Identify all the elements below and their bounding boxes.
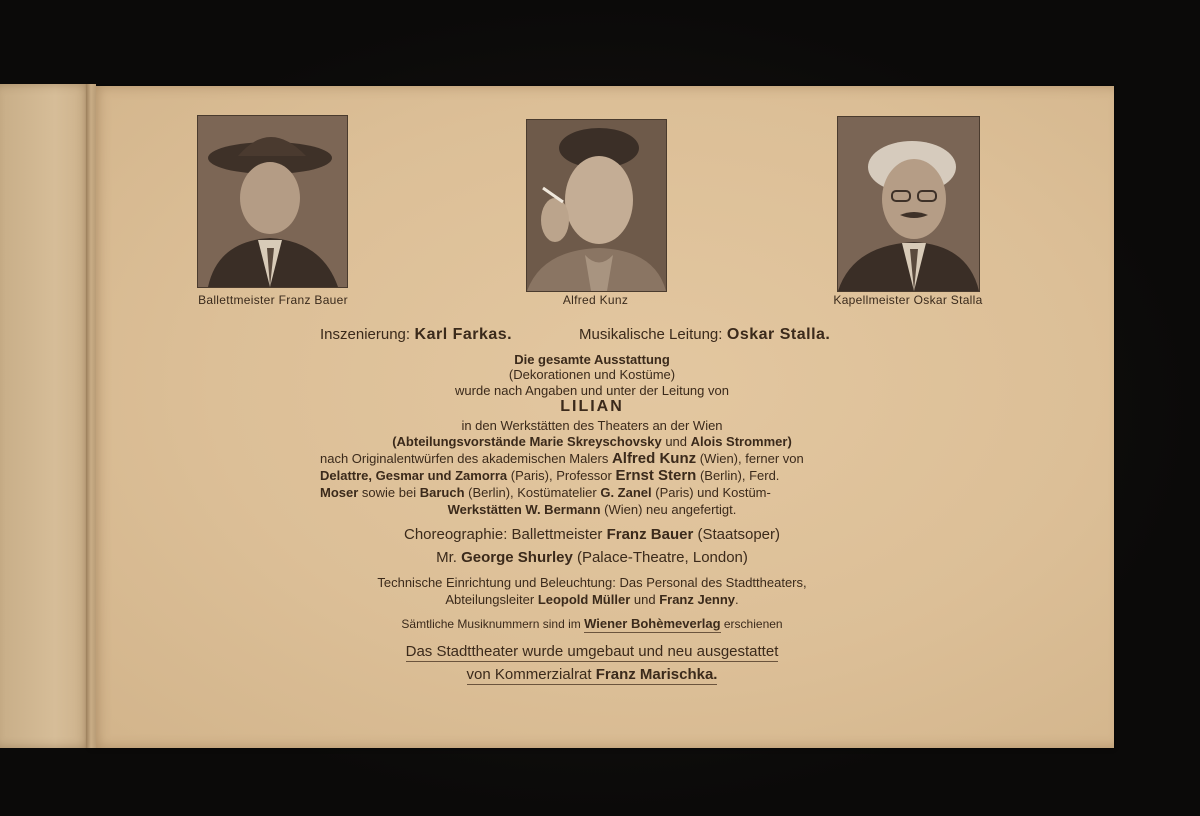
marischka-line [90, 666, 1094, 683]
music-label: Musikalische Leitung: [579, 326, 723, 343]
caption-oskar-stalla: Kapellmeister Oskar Stalla [833, 293, 983, 307]
ausstattung-subheading: (Dekorationen und Kostüme) [508, 367, 676, 382]
shurley-mr: Mr. [436, 549, 462, 566]
moser: Moser [320, 485, 359, 500]
left-page-edge [0, 84, 92, 748]
palace-theatre: (Palace-Theatre, London) [572, 549, 748, 566]
entwuerfe-tail: (Wien), ferner von [696, 451, 804, 466]
originalentwuerfe-line [320, 450, 865, 467]
umbau-line [90, 643, 1094, 660]
lilian-name: LILIAN [560, 398, 624, 415]
ateliers-line [320, 485, 771, 500]
werkstaetten-line: in den Werkstätten des Theaters an der Wien [461, 418, 723, 433]
delattre-gesmar-zamorra: Delattre, Gesmar und Zamorra [320, 468, 508, 483]
george-shurley: George Shurley [461, 549, 573, 566]
credits-line [320, 326, 830, 344]
alois-strommer: Alois Strommer [690, 434, 788, 449]
entwuerfe-text: nach Originalentwürfen des akademischen Malers [320, 451, 612, 466]
franz-jenny: Franz Jenny [659, 592, 736, 607]
ernst-stern: Ernst Stern [615, 467, 697, 484]
kostuem-werk: (Paris) und Kostüm- [651, 485, 771, 500]
choreography-line [90, 526, 1094, 543]
alfred-kunz-name: Alfred Kunz [611, 450, 697, 467]
abt-und: und [661, 434, 691, 449]
direction-name: Karl Farkas. [414, 326, 513, 343]
kostuematelier: (Berlin), Kostümatelier [464, 485, 601, 500]
portrait-franz-bauer [197, 115, 348, 288]
technik-line: Technische Einrichtung und Beleuchtung: Das Personal des Stadttheaters, [377, 575, 807, 590]
abteilungsvorstaende-line [90, 434, 1094, 449]
portrait-franz-bauer-image [198, 116, 347, 287]
portrait-alfred-kunz [526, 119, 667, 292]
w-bermann: W. Bermann [525, 502, 601, 517]
musik-text: Sämtliche Musiknummern sind im [401, 617, 585, 631]
baruch: Baruch [419, 485, 465, 500]
marischka-label: von Kommerzialrat [466, 666, 596, 683]
sowie-bei: sowie bei [358, 485, 420, 500]
g-zanel: G. Zanel [600, 485, 652, 500]
shurley-line [90, 549, 1094, 566]
music-name: Oskar Stalla. [726, 326, 831, 343]
abt-open: (Abteilungsvorstände [392, 434, 530, 449]
bermann-line [90, 502, 1094, 517]
wiener-boheme-verlag: Wiener Bohèmeverlag [584, 616, 721, 631]
designers-berlin: (Berlin), Ferd. [696, 468, 780, 483]
direction-label: Inszenierung: [320, 326, 411, 343]
werkstaetten-label: Werkstätten [447, 502, 526, 517]
marie-skreyschovsky: Marie Skreyschovsky [529, 434, 662, 449]
neu-angefertigt: (Wien) neu angefertigt. [600, 502, 737, 517]
choreo-franz-bauer: Franz Bauer [606, 526, 694, 543]
ausstattung-line: wurde nach Angaben und unter der Leitung von [455, 383, 729, 398]
choreo-staatsoper: (Staatsoper) [693, 526, 781, 543]
portrait-oskar-stalla-image [838, 117, 979, 291]
abteilungsleiter-label: Abteilungsleiter [445, 592, 538, 607]
abteilungsleiter-line [90, 592, 1094, 607]
abt-close: ) [787, 434, 792, 449]
designers-line [320, 467, 779, 484]
caption-alfred-kunz: Alfred Kunz [562, 293, 629, 307]
technik-dot: . [735, 592, 739, 607]
musik-line [90, 616, 1094, 631]
designers-paris: (Paris), Professor [507, 468, 616, 483]
technik-und: und [630, 592, 660, 607]
portrait-alfred-kunz-image [527, 120, 666, 291]
choreo-label: Choreographie: Ballettmeister [403, 526, 607, 543]
umbau-text: Das Stadttheater wurde umgebaut und neu ausgestattet [405, 643, 779, 660]
portrait-oskar-stalla [837, 116, 980, 292]
leopold-mueller: Leopold Müller [537, 592, 631, 607]
musik-tail: erschienen [720, 617, 783, 631]
ausstattung-heading: Die gesamte Ausstattung [514, 352, 670, 367]
caption-franz-bauer: Ballettmeister Franz Bauer [198, 293, 348, 307]
franz-marischka: Franz Marischka. [595, 666, 718, 683]
